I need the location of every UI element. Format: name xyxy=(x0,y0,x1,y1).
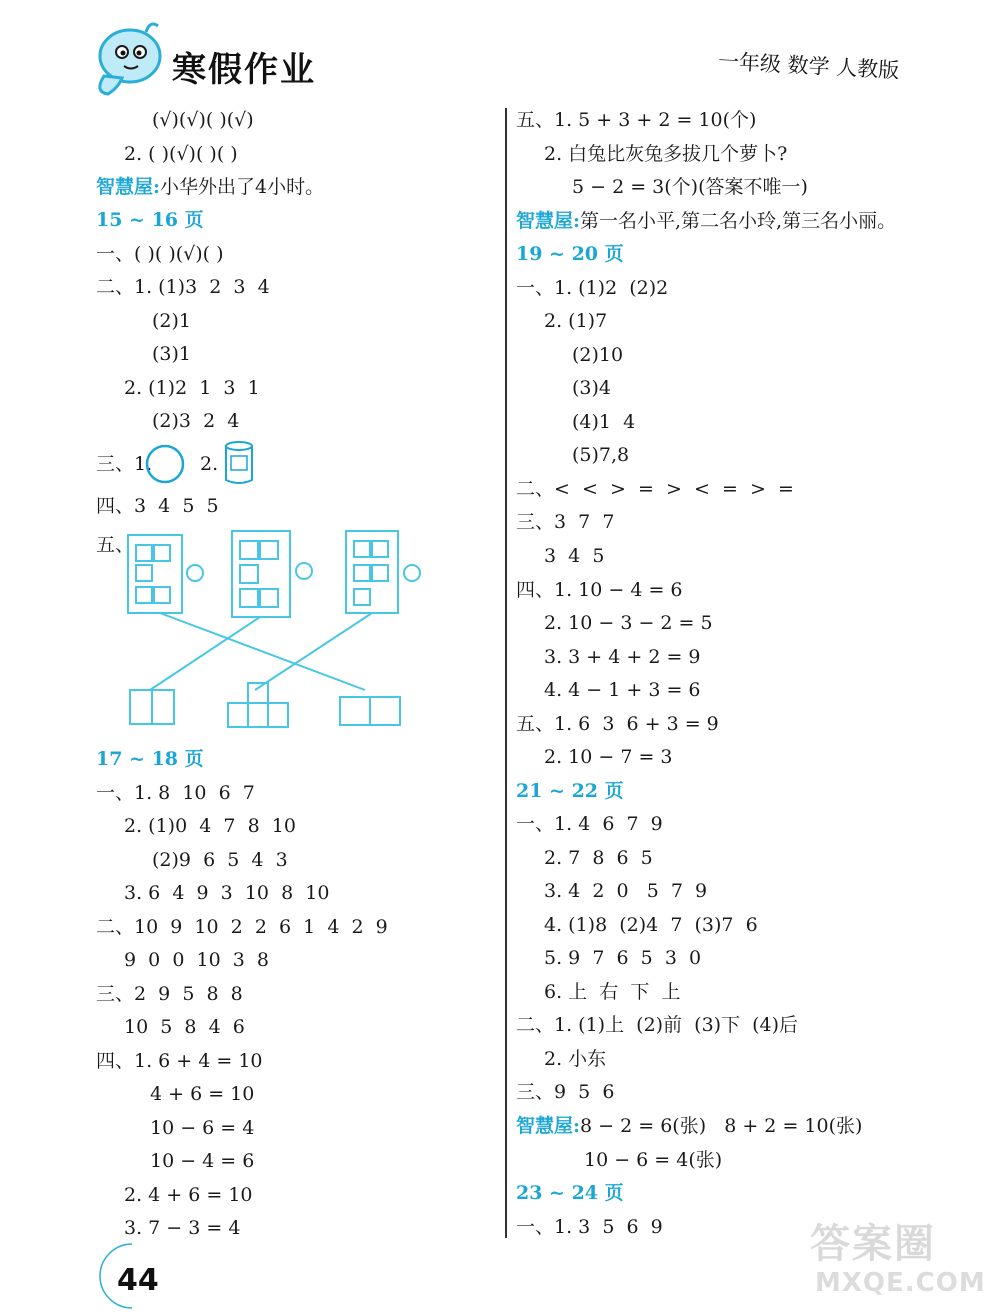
answer-line: 3 4 5 xyxy=(544,545,605,567)
answer-line: 3. 3 + 4 + 2 = 9 xyxy=(544,646,701,668)
answer-line: 9 0 0 10 3 8 xyxy=(124,949,270,971)
answer-line: 一、1. 3 5 6 9 xyxy=(516,1216,663,1238)
answer-text: 第一名小平,第二名小玲,第三名小丽。 xyxy=(580,210,897,232)
watermark-en: MXQE.COM xyxy=(815,1268,986,1298)
answer-line: 2. (1)7 xyxy=(544,310,608,332)
answer-line: 五、1. 6 3 6 + 3 = 9 xyxy=(516,713,719,735)
section-heading: 17 ~ 18 页 xyxy=(96,748,204,770)
answer-line: 3. 4 2 0 5 7 9 xyxy=(544,880,708,902)
answer-line: (2)3 2 4 xyxy=(152,410,240,432)
wisdom-house-label: 智慧屋: xyxy=(96,176,161,198)
wisdom-house-label: 智慧屋: xyxy=(516,1115,581,1137)
answer-line: 2. 10 − 3 − 2 = 5 xyxy=(544,612,713,634)
answer-line: 10 5 8 4 6 xyxy=(124,1016,245,1038)
answer-line: 二、10 9 10 2 2 6 1 4 2 9 xyxy=(96,916,388,938)
section-heading: 21 ~ 22 页 xyxy=(516,780,624,802)
answer-line: 4. 4 − 1 + 3 = 6 xyxy=(544,679,701,701)
answer-text: 小华外出了4小时。 xyxy=(160,176,325,198)
page-number: 44 xyxy=(117,1263,159,1298)
answer-line xyxy=(516,1114,862,1138)
answer-line: 五、1. 5 + 3 + 2 = 10(个) xyxy=(516,109,757,131)
circle-shape-icon xyxy=(144,443,186,485)
answer-line: 5 − 2 = 3(个)(答案不唯一) xyxy=(572,176,808,198)
wisdom-house-label: 智慧屋: xyxy=(516,210,581,232)
answer-line: 10 − 4 = 6 xyxy=(150,1150,255,1172)
answer-line: 2. 10 − 7 = 3 xyxy=(544,746,673,768)
answer-line: 2. 白兔比灰兔多拔几个萝卜? xyxy=(544,143,788,165)
watermark-cn: 答案圈 xyxy=(810,1220,936,1267)
answer-line: 四、1. 10 − 4 = 6 xyxy=(516,579,683,601)
answer-line: 3. 6 4 9 3 10 8 10 xyxy=(124,882,330,904)
answer-line: 三、3 7 7 xyxy=(516,511,615,533)
answer-line: (4)1 4 xyxy=(572,411,636,433)
answer-line: 五、 xyxy=(96,534,135,556)
can-shape-icon xyxy=(222,440,256,486)
answer-line: 二、1. (1)上 (2)前 (3)下 (4)后 xyxy=(516,1014,799,1036)
answer-line: (2)9 6 5 4 3 xyxy=(152,849,288,871)
answer-line: 三、2 9 5 8 8 xyxy=(96,983,243,1005)
answer-line: 四、3 4 5 5 xyxy=(96,495,219,517)
column-divider xyxy=(505,108,507,1238)
answer-line: 2. 4 + 6 = 10 xyxy=(124,1184,253,1206)
book-title: 寒假作业 xyxy=(172,50,316,90)
answer-line: 三、9 5 6 xyxy=(516,1081,615,1103)
dolphin-mascot-icon xyxy=(88,18,170,100)
answer-line: 4 + 6 = 10 xyxy=(150,1083,255,1105)
answer-line: 2. xyxy=(200,453,219,475)
section-heading: 15 ~ 16 页 xyxy=(96,209,204,231)
section-heading: 23 ~ 24 页 xyxy=(516,1182,624,1204)
answer-line: (√)(√)( )(√) xyxy=(152,109,254,131)
answer-line: 一、1. (1)2 (2)2 xyxy=(516,277,669,299)
answer-line: 2. 小东 xyxy=(544,1048,607,1070)
answer-line: 5. 9 7 6 5 3 0 xyxy=(544,947,702,969)
answer-line xyxy=(516,209,896,233)
answer-line xyxy=(96,175,324,199)
answer-line: (3)4 xyxy=(572,377,612,399)
answer-line: (2)10 xyxy=(572,344,624,366)
answer-line: 二、1. (1)3 2 3 4 xyxy=(96,276,270,298)
answer-line: 6. 上 右 下 上 xyxy=(544,981,681,1003)
answer-line: 三、1. xyxy=(96,453,153,475)
answer-line: 3. 7 − 3 = 4 xyxy=(124,1217,241,1239)
answer-line: 2. (1)0 4 7 8 10 xyxy=(124,815,296,837)
answer-line: 4. (1)8 (2)4 7 (3)7 6 xyxy=(544,914,758,936)
answer-line: (5)7,8 xyxy=(572,444,630,466)
answer-line: 10 − 6 = 4(张) xyxy=(584,1149,723,1171)
answer-line: 四、1. 6 + 4 = 10 xyxy=(96,1050,263,1072)
answer-line: 二、< < > = > < = > = xyxy=(516,478,794,500)
answer-text: 8 − 2 = 6(张) 8 + 2 = 10(张) xyxy=(580,1115,863,1137)
block-views-figure xyxy=(120,525,440,740)
answer-line: (2)1 xyxy=(152,310,192,332)
answer-line: 一、1. 4 6 7 9 xyxy=(516,813,663,835)
answer-line: 2. (1)2 1 3 1 xyxy=(124,377,260,399)
answer-line: 2. ( )(√)( )( ) xyxy=(124,143,238,165)
grade-subject-edition: 一年级 数学 人教版 xyxy=(717,49,900,83)
section-heading: 19 ~ 20 页 xyxy=(516,243,624,265)
answer-line: 一、1. 8 10 6 7 xyxy=(96,782,255,804)
answer-line: (3)1 xyxy=(152,343,192,365)
answer-line: 10 − 6 = 4 xyxy=(150,1117,255,1139)
answer-line: 2. 7 8 6 5 xyxy=(544,847,653,869)
answer-line: 一、( )( )(√)( ) xyxy=(96,243,224,265)
